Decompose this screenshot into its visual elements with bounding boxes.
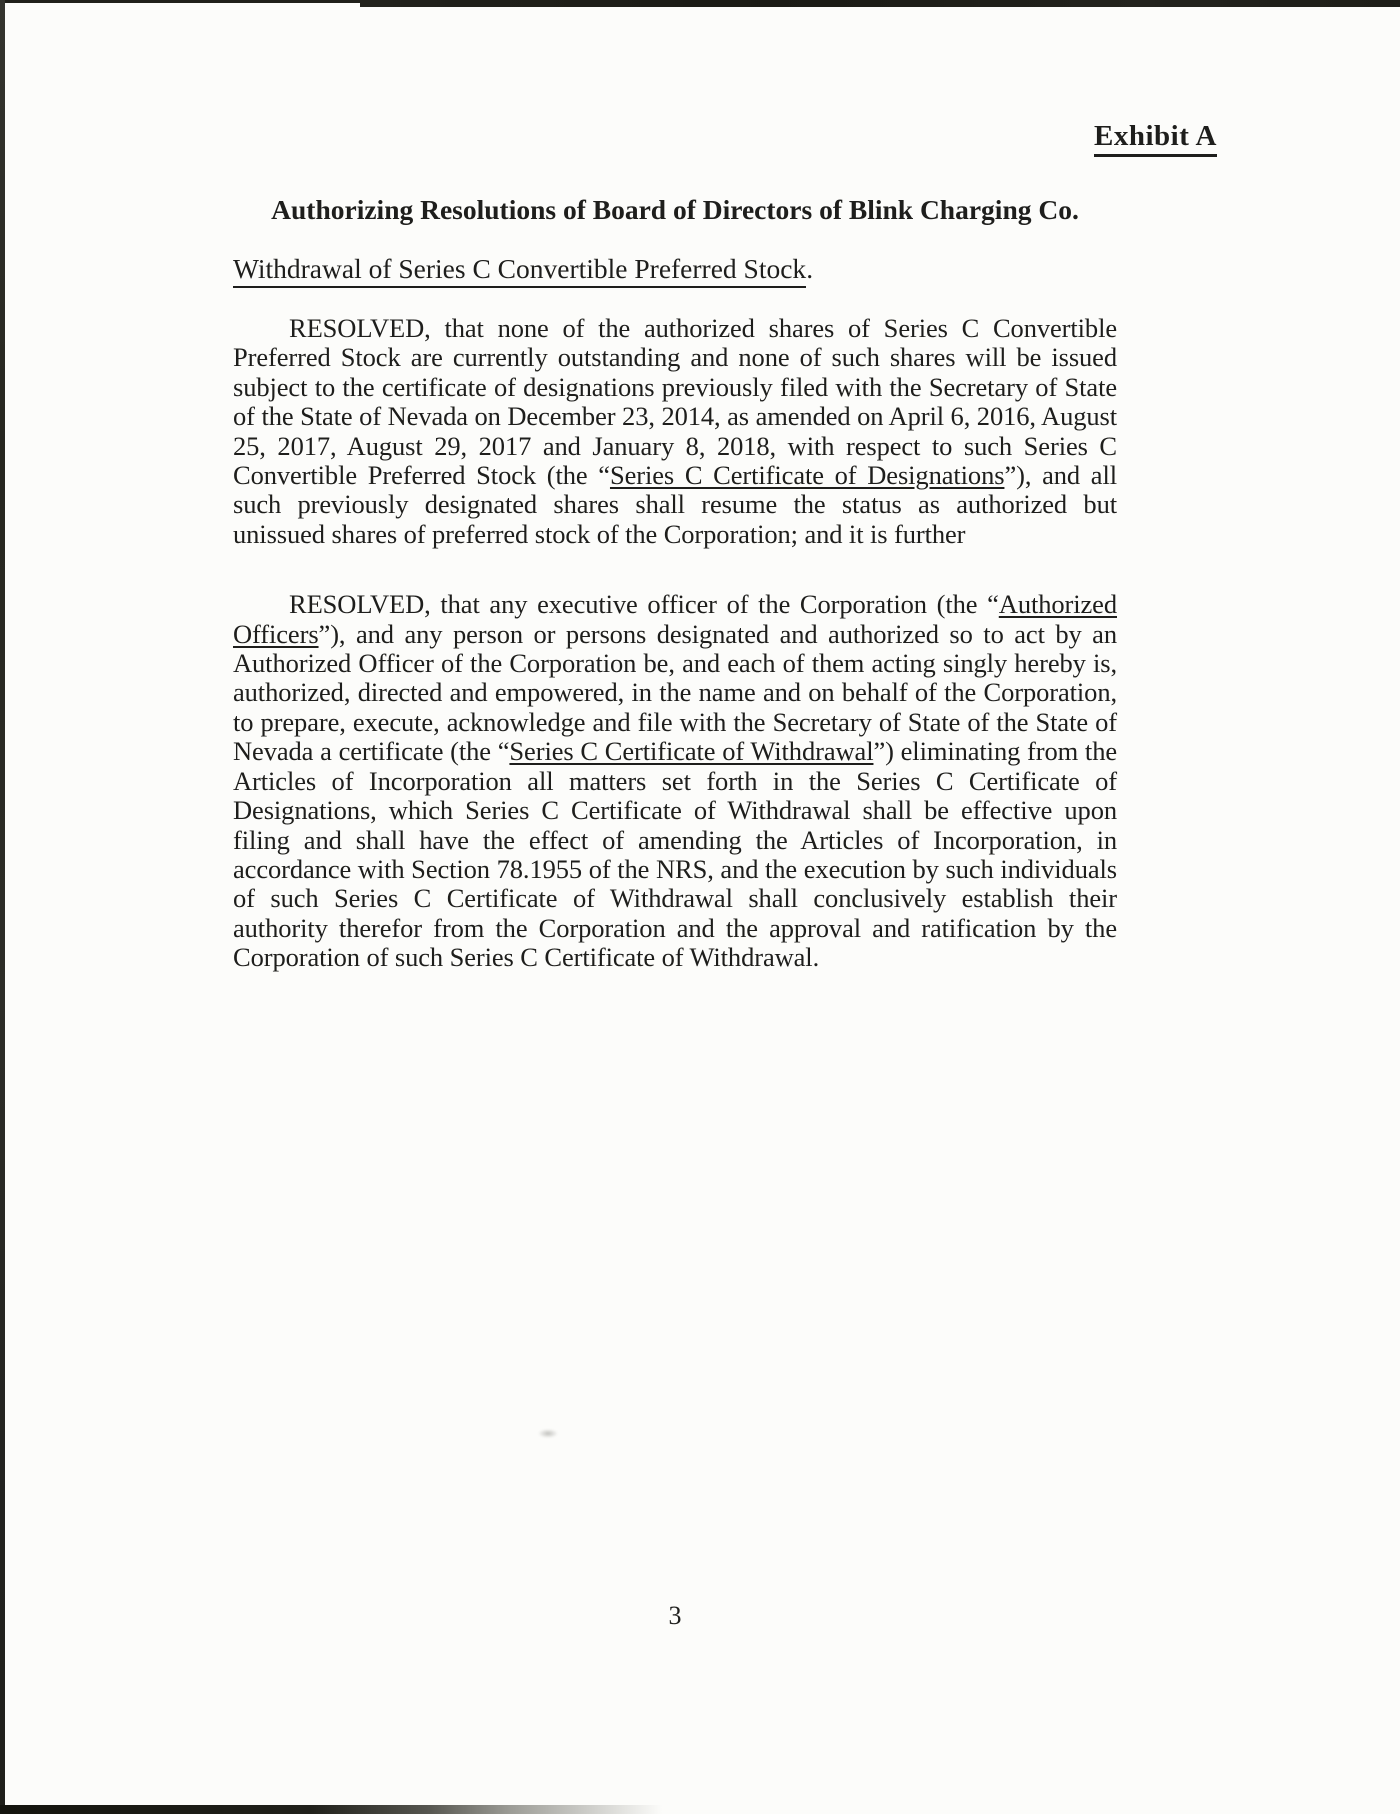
document-title: Authorizing Resolutions of Board of Directors of Blink Charging Co. <box>271 194 1079 225</box>
resolutions-body <box>233 314 1117 973</box>
resolution-paragraph-1 <box>233 314 1117 549</box>
exhibit-label <box>1094 120 1217 157</box>
exhibit-label-text: Exhibit A <box>1094 120 1217 157</box>
paragraph2-segment-1: RESOLVED, that any executive officer of the Corporation (the “ <box>289 589 999 620</box>
scan-artifact-bottom-edge <box>0 1805 690 1814</box>
paragraph1-defined-term: Series C Certificate of Designations <box>609 460 1005 491</box>
scan-artifact-top-edge-thick <box>360 0 1400 7</box>
page-number: 3 <box>668 1601 682 1630</box>
resolution-paragraph-2 <box>233 590 1117 972</box>
section-heading <box>233 253 813 288</box>
paragraph2-defined-term-authorized-officers: Authorized Officers <box>233 589 1117 649</box>
scan-artifact-left-edge <box>0 0 5 1814</box>
section-heading-period: . <box>806 253 814 284</box>
paragraph2-segment-3: ”), and any person or persons designated and authorized so to act by an Authorized Officer of the Corporation be, and each of them acting singly hereby is, authorized, directed and empowered, in the name and on behalf of the Corporation, to prepare, execute, acknowledge and file with the Secretary of State of the State of Nevada a certificate (the “ <box>233 618 1117 767</box>
section-heading-text: Withdrawal of Series C Convertible Preferred Stock <box>233 253 806 288</box>
paragraph1-segment-3: ”), and all such previously designated shares shall resume the status as authorized but unissued shares of preferred stock of the Corporation; and it is further <box>233 460 1117 549</box>
paragraph1-segment-1: RESOLVED, that none of the authorized shares of Series C Convertible Preferred Stock are currently outstanding and none of such shares will be issued subject to the certificate of designations previously filed with the Secretary of State of the State of Nevada on December 23, 2014, as amended on April 6, 2016, August 25, 2017, August 29, 2017 and January 8, 2018, with respect to such Series C Convertible Preferred Stock (the “ <box>233 313 1117 491</box>
paragraph2-defined-term-certificate-of-withdrawal: Series C Certificate of Withdrawal <box>509 736 874 767</box>
paragraph2-segment-5: ”) eliminating from the Articles of Incorporation all matters set forth in the Series C Certificate of Designations, which Series C Certificate of Withdrawal shall be effective upon filing and shall have the effect of amending the Articles of Incorporation, in accordance with Section 78.1955 of the NRS, and the execution by such individuals of such Series C Certificate of Withdrawal shall conclusively establish their authority therefor from the Corporation and the approval and ratification by the Corporation of such Series C Certificate of Withdrawal. <box>233 736 1118 973</box>
scan-artifact-smudge <box>538 1429 558 1438</box>
